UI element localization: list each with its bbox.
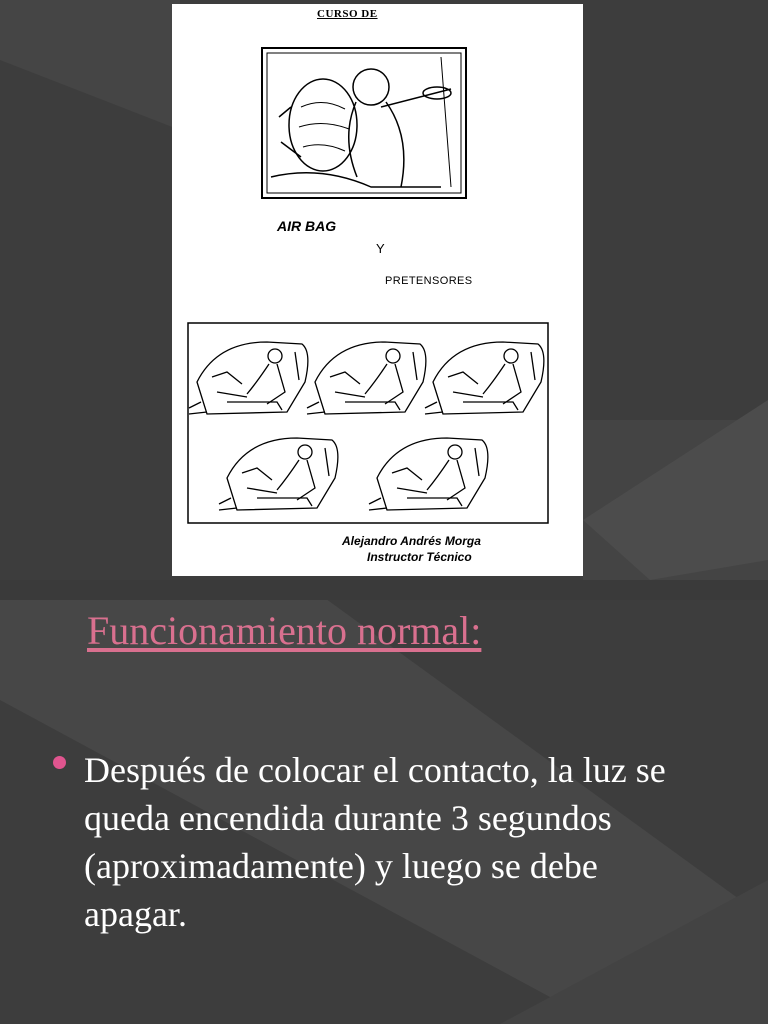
document-author xyxy=(342,533,481,565)
document-conjunction: Y xyxy=(376,241,385,256)
document-header: CURSO DE xyxy=(317,8,378,20)
document-subtitle: PRETENSORES xyxy=(385,275,473,287)
bullet-text: Después de colocar el contacto, la luz se queda encendida durante 3 segundos (aproximadamente) y luego se debe apagar. xyxy=(84,750,666,934)
bullet-marker-icon xyxy=(53,756,66,769)
document-title: AIR BAG xyxy=(277,218,337,234)
crash-sequence-illustration xyxy=(187,322,549,524)
document-cover-image xyxy=(172,4,583,576)
slide-heading: Funcionamiento normal: xyxy=(87,608,482,653)
author-name: Alejandro Andrés Morga xyxy=(342,534,481,548)
author-role: Instructor Técnico xyxy=(367,550,472,564)
airbag-illustration xyxy=(261,47,467,199)
